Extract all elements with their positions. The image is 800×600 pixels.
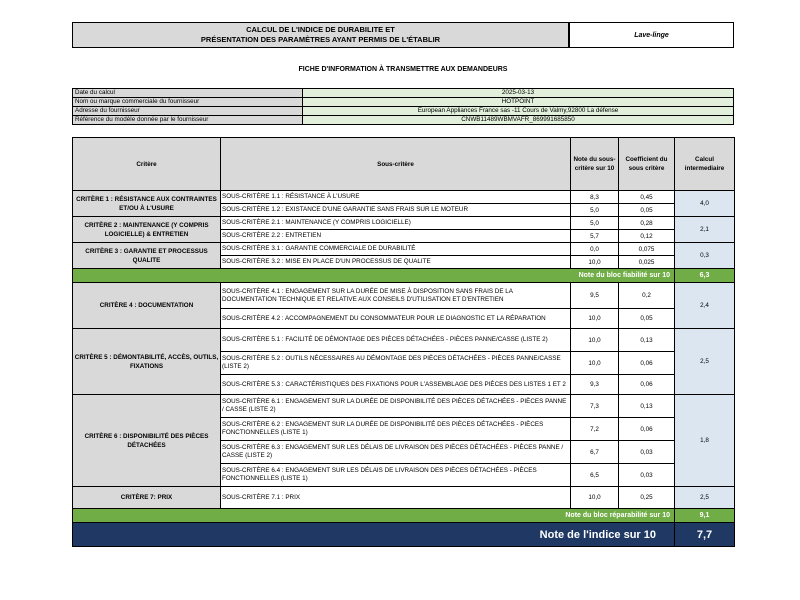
final-score-value: 7,7 [675, 523, 735, 547]
critere-label: CRITÈRE 2 : MAINTENANCE (Y COMPRIS LOGICIELLE) & ENTRETIEN [73, 217, 221, 243]
info-row [73, 98, 734, 107]
info-label: Date du calcul [73, 89, 303, 98]
note-value: 6,5 [571, 464, 619, 487]
critere-label: CRITÈRE 7: PRIX [73, 487, 221, 509]
info-value: European Appliances France sas -11 Cours de Valmy,92800 La défense [303, 107, 734, 116]
critere-label: CRITÈRE 1 : RÉSISTANCE AUX CONTRAINTES ET/OU À L'USURE [73, 191, 221, 217]
info-value: HOTPOINT [303, 98, 734, 107]
coefficient-value: 0,06 [619, 352, 675, 375]
note-value: 5,0 [571, 217, 619, 230]
table-row [73, 395, 735, 418]
table-row [73, 243, 735, 256]
calcul-intermediaire: 1,8 [675, 395, 735, 487]
coefficient-value: 0,03 [619, 464, 675, 487]
sous-critere-label: SOUS-CRITÈRE 5.1 : FACILITÉ DE DÉMONTAGE DES PIÈCES DÉTACHÉES - PIÈCES PANNE/CASSE (LISTE 2) [221, 329, 571, 352]
sous-critere-label: SOUS-CRITÈRE 2.1 : MAINTENANCE (Y COMPRIS LOGICIELLE) [221, 217, 571, 230]
bloc-fiabilite-row [73, 269, 735, 283]
header-critere: Critère [73, 138, 221, 191]
sous-critere-label: SOUS-CRITÈRE 3.2 : MISE EN PLACE D'UN PROCESSUS DE QUALITE [221, 256, 571, 269]
bloc-reparabilite-row [73, 509, 735, 523]
sous-critere-label: SOUS-CRITÈRE 7.1 : PRIX [221, 487, 571, 509]
table-row [73, 487, 735, 509]
sous-critere-label: SOUS-CRITÈRE 1.2 : EXISTANCE D'UNE GARANTIE SANS FRAIS SUR LE MOTEUR [221, 204, 571, 217]
info-value: CNWB11489WBMVAFR_869991685850 [303, 116, 734, 125]
coefficient-value: 0,45 [619, 191, 675, 204]
bloc-reparabilite-row-value: 9,1 [675, 509, 735, 523]
header-note: Note du sous-critère sur 10 [571, 138, 619, 191]
note-value: 5,7 [571, 230, 619, 243]
bloc-fiabilite-row-value: 6,3 [675, 269, 735, 283]
calcul-intermediaire: 2,1 [675, 217, 735, 243]
sous-critere-label: SOUS-CRITÈRE 5.3 : CARACTÉRISTIQUES DES FIXATIONS POUR L'ASSEMBLAGE DES PIÈCES DES LISTES 1 ET 2 [221, 375, 571, 395]
info-row [73, 107, 734, 116]
bloc-reparabilite-row-label: Note du bloc réparabilité sur 10 [73, 509, 675, 523]
info-label: Référence du modèle donnée par le fournisseur [73, 116, 303, 125]
product-category: Lave-linge [569, 22, 734, 48]
note-value: 10,0 [571, 329, 619, 352]
info-value: 2025-03-13 [303, 89, 734, 98]
calcul-intermediaire: 4,0 [675, 191, 735, 217]
sous-critere-label: SOUS-CRITÈRE 4.1 : ENGAGEMENT SUR LA DURÉE DE MISE À DISPOSITION SANS FRAIS DE LA DOCUMENTATION TECHNIQUE ET RELATIVE AUX CONSEILS D'UTILISATION ET D'ENTRETIEN [221, 283, 571, 309]
bloc-fiabilite-row-label: Note du bloc fiabilité sur 10 [73, 269, 675, 283]
info-label: Nom ou marque commerciale du fournisseur [73, 98, 303, 107]
sous-critere-label: SOUS-CRITÈRE 6.1 : ENGAGEMENT SUR LA DURÉE DE DISPONIBILITÉ DES PIÈCES DÉTACHÉES - PIÈCES PANNE / CASSE (LISTE 2) [221, 395, 571, 418]
sous-critere-label: SOUS-CRITÈRE 5.2 : OUTILS NÉCESSAIRES AU DÉMONTAGE DES PIÈCES DÉTACHÉES - PIÈCES PANNE/CASSE (LISTE 2) [221, 352, 571, 375]
sous-critere-label: SOUS-CRITÈRE 4.2 : ACCOMPAGNEMENT DU CONSOMMATEUR POUR LE DIAGNOSTIC ET LA RÉPARATION [221, 309, 571, 329]
info-label: Adresse du fournisseur [73, 107, 303, 116]
info-table [72, 88, 734, 125]
table-row [73, 283, 735, 309]
sous-critere-label: SOUS-CRITÈRE 6.4 : ENGAGEMENT SUR LES DÉLAIS DE LIVRAISON DES PIÈCES DÉTACHÉES - PIÈCES FONCTIONNELLES (LISTE 1) [221, 464, 571, 487]
sous-critere-label: SOUS-CRITÈRE 3.1 : GARANTIE COMMERCIALE DE DURABILITÉ [221, 243, 571, 256]
header-coefficient: Coefficient du sous critère [619, 138, 675, 191]
note-value: 7,3 [571, 395, 619, 418]
note-value: 7,2 [571, 418, 619, 441]
calcul-intermediaire: 2,5 [675, 329, 735, 395]
coefficient-value: 0,13 [619, 395, 675, 418]
info-row [73, 116, 734, 125]
coefficient-value: 0,05 [619, 204, 675, 217]
critere-label: CRITÈRE 3 : GARANTIE ET PROCESSUS QUALITE [73, 243, 221, 269]
coefficient-value: 0,25 [619, 487, 675, 509]
coefficient-value: 0,025 [619, 256, 675, 269]
note-value: 9,3 [571, 375, 619, 395]
note-value: 10,0 [571, 256, 619, 269]
header-sous-critere: Sous-critère [221, 138, 571, 191]
sous-critere-label: SOUS-CRITÈRE 6.3 : ENGAGEMENT SUR LES DÉLAIS DE LIVRAISON DES PIÈCES DÉTACHÉES - PIÈCES PANNE / CASSE (LISTE 2) [221, 441, 571, 464]
coefficient-value: 0,06 [619, 418, 675, 441]
coefficient-value: 0,12 [619, 230, 675, 243]
coefficient-value: 0,28 [619, 217, 675, 230]
title-line-2: PRÉSENTATION DES PARAMÈTRES AYANT PERMIS DE L'ÉTABLIR [200, 35, 441, 44]
coefficient-value: 0,2 [619, 283, 675, 309]
coefficient-value: 0,03 [619, 441, 675, 464]
sous-critere-label: SOUS-CRITÈRE 2.2 : ENTRETIEN [221, 230, 571, 243]
criteria-table [72, 137, 735, 547]
calcul-intermediaire: 2,4 [675, 283, 735, 329]
coefficient-value: 0,05 [619, 309, 675, 329]
note-value: 10,0 [571, 352, 619, 375]
note-value: 5,0 [571, 204, 619, 217]
header-calcul: Calcul intermediaire [675, 138, 735, 191]
table-row [73, 329, 735, 352]
table-row [73, 217, 735, 230]
calcul-intermediaire: 2,5 [675, 487, 735, 509]
note-value: 8,3 [571, 191, 619, 204]
calcul-intermediaire: 0,3 [675, 243, 735, 269]
coefficient-value: 0,06 [619, 375, 675, 395]
fiche-title: FICHE D'INFORMATION À TRANSMETTRE AUX DEMANDEURS [298, 66, 508, 73]
note-value: 10,0 [571, 487, 619, 509]
critere-label: CRITÈRE 6 : DISPONIBILITÉ DES PIÈCES DÉTACHÉES [73, 395, 221, 487]
note-value: 6,7 [571, 441, 619, 464]
final-score-row [73, 523, 735, 547]
critere-label: CRITÈRE 4 : DOCUMENTATION [73, 283, 221, 329]
sous-critere-label: SOUS-CRITÈRE 1.1 : RÉSISTANCE À L'USURE [221, 191, 571, 204]
final-score-label: Note de l'indice sur 10 [73, 523, 675, 547]
title-line-1: CALCUL DE L'INDICE DE DURABILITE ET [246, 25, 395, 34]
table-row [73, 191, 735, 204]
coefficient-value: 0,13 [619, 329, 675, 352]
note-value: 0,0 [571, 243, 619, 256]
sous-critere-label: SOUS-CRITÈRE 6.2 : ENGAGEMENT SUR LA DURÉE DE DISPONIBILITÉ DES PIÈCES DÉTACHÉES - PIÈCES FONCTIONNELLES (LISTE 1) [221, 418, 571, 441]
info-row [73, 89, 734, 98]
document-title [72, 22, 569, 48]
table-header-row [73, 138, 735, 191]
coefficient-value: 0,075 [619, 243, 675, 256]
note-value: 9,5 [571, 283, 619, 309]
note-value: 10,0 [571, 309, 619, 329]
critere-label: CRITÈRE 5 : DÉMONTABILITÉ, ACCÈS, OUTILS, FIXATIONS [73, 329, 221, 395]
